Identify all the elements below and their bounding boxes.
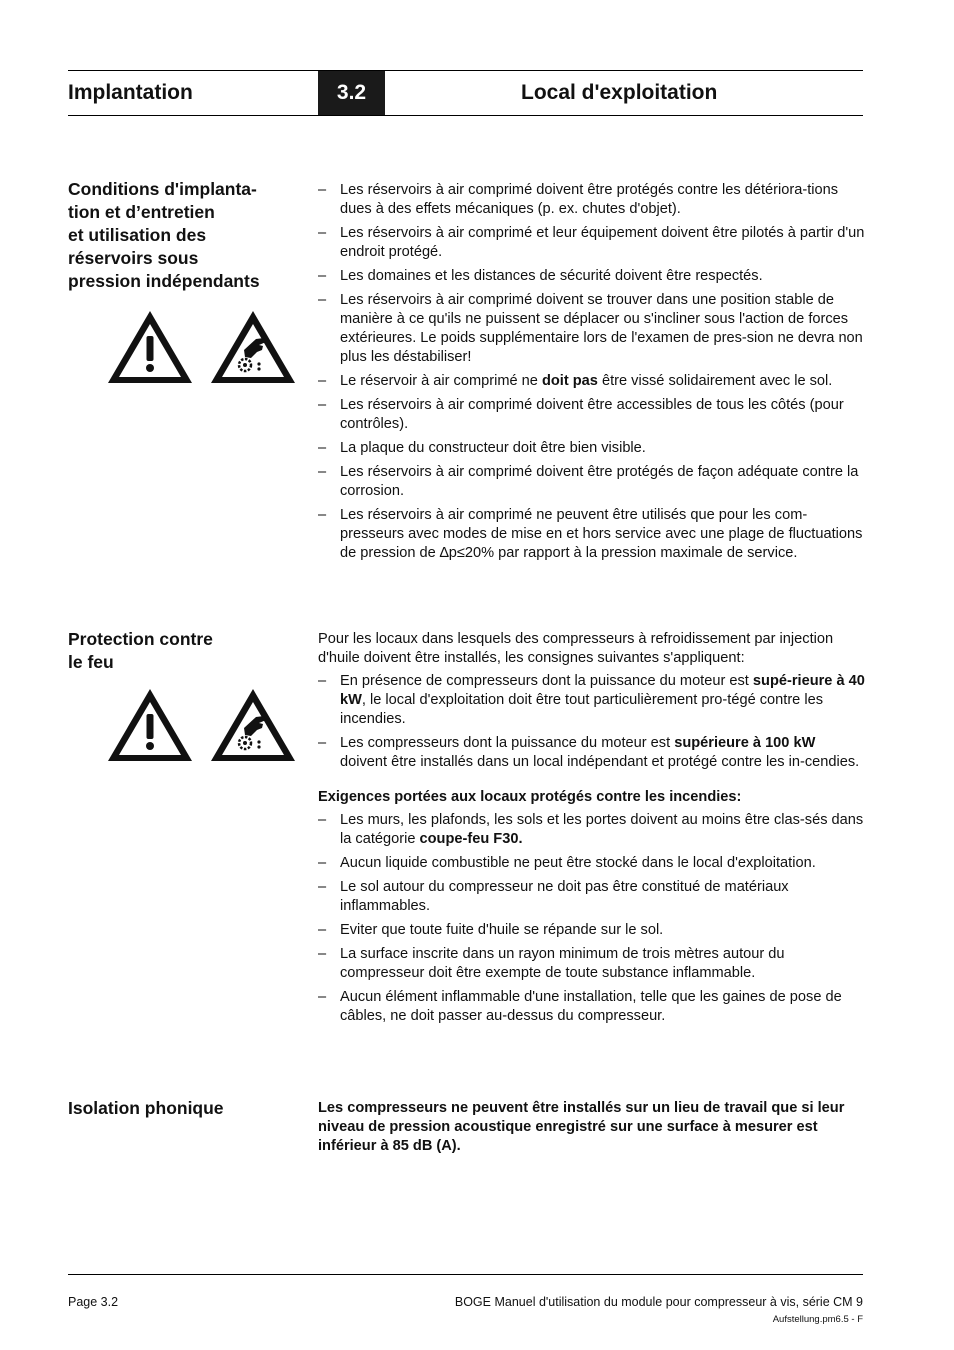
list-item-text: Les réservoirs à air comprimé et leur équipement doivent être pilotés à partir d'un endroit protégé. [340, 225, 865, 260]
fire-protection-intro: Pour les locaux dans lesquels des compresseurs à refroidissement par injection d'huile doivent être installés, les consignes suivantes s'appliquent: [318, 631, 834, 666]
list-item [318, 988, 866, 1026]
hand-crush-gears-warning-icon [208, 686, 298, 764]
fire-requirements-subheading: Exigences portées aux locaux protégés contre les incendies: [318, 789, 742, 805]
list-item-text: La surface inscrite dans un rayon minimum de trois mètres autour du compresseur doit être exempte de toute substance inflammable. [340, 946, 785, 981]
list-item [318, 463, 866, 501]
list-item-text: Le réservoir à air comprimé ne [340, 373, 542, 389]
section-heading-pressure-vessels: Conditions d'implanta- tion et d’entretien et utilisation des réservoirs sous pression indépendants [68, 179, 260, 291]
list-item [318, 811, 866, 849]
sound-insulation-text: Les compresseurs ne peuvent être installés sur un lieu de travail que si leur niveau de pression acoustique enregistré sur une surface à mesurer est inférieur à 85 dB (A). [318, 1100, 845, 1154]
warning-exclamation-icon [105, 686, 195, 764]
section-heading-fire-protection: Protection contre le feu [68, 629, 213, 672]
fire-protection-power-list [318, 672, 866, 772]
list-item [318, 267, 866, 286]
list-item-text: Les domaines et les distances de sécurité doivent être respectés. [340, 268, 763, 284]
list-item-text: Les réservoirs à air comprimé doivent être protégés contre les détériora-tions dues à des effets mécaniques (p. ex. chutes d'objet). [340, 182, 839, 217]
section1-warning-icons [105, 308, 298, 386]
list-item-text: Les réservoirs à air comprimé ne peuvent être utilisés que pour les com-presseurs avec modes de mise en et hors service avec une plage de fluctuations de pression de ∆p≤20% par rapport à la pression maximale de service. [340, 507, 863, 561]
list-item-text: Les réservoirs à air comprimé doivent être accessibles de tous les côtés (pour contrôles). [340, 397, 844, 432]
fire-requirements-list [318, 811, 866, 1026]
list-item [318, 181, 866, 219]
list-item [318, 921, 866, 940]
warning-exclamation-icon [105, 308, 195, 386]
list-item [318, 878, 866, 916]
list-item-text: , le local d'exploitation doit être tout particulièrement pro-tégé contre les incendies. [340, 692, 824, 727]
list-item [318, 854, 866, 873]
emphasis-text: doit pas [541, 373, 598, 389]
list-item-text: Les murs, les plafonds, les sols et les portes doivent au moins être clas-sés dans la catégorie [340, 812, 864, 847]
emphasis-text: supérieure à 100 kW [674, 735, 816, 751]
list-item [318, 224, 866, 262]
page-number: Page 3.2 [68, 1295, 119, 1309]
chapter-number-badge: 3.2 [318, 71, 385, 115]
list-item [318, 945, 866, 983]
list-item-text: Les réservoirs à air comprimé doivent être protégés de façon adéquate contre la corrosion. [340, 464, 859, 499]
emphasis-text: coupe-feu F30. [419, 831, 523, 847]
section1-content [318, 181, 866, 568]
section2-content [318, 630, 866, 1031]
chapter-title: Local d'exploitation [521, 81, 718, 104]
pressure-vessel-rules-list [318, 181, 866, 563]
footer-rule [68, 1274, 863, 1275]
list-item [318, 372, 866, 391]
section3-content [318, 1099, 866, 1156]
list-item-text: Aucun élément inflammable d'une installation, telle que les gaines de pose de câbles, ne doit passer au-dessus du compresseur. [340, 989, 842, 1024]
list-item-text: Le sol autour du compresseur ne doit pas être constitué de matériaux inflammables. [340, 879, 789, 914]
list-item-text: La plaque du constructeur doit être bien visible. [340, 440, 646, 456]
emphasis-text: supé-rieure à 40 kW [340, 673, 865, 708]
list-item-text: être vissé solidairement avec le sol. [597, 373, 833, 389]
section-heading-sound-insulation: Isolation phonique [68, 1098, 224, 1118]
list-item-text: En présence de compresseurs dont la puissance du moteur est [340, 673, 753, 689]
section2-warning-icons [105, 686, 298, 764]
list-item [318, 734, 866, 772]
list-item-text: doivent être installés dans un local indépendant et protégé contre les in-cendies. [340, 754, 860, 770]
list-item [318, 291, 866, 367]
list-item-text: Les réservoirs à air comprimé doivent se trouver dans une position stable de manière à ce qu'ils ne puissent se déplacer ou s'incliner sous l'action de forces extérieures. Le poids supplémentaire lors de l'examen de pres-sion ne devra non plus les déstabiliser! [340, 292, 863, 365]
header-bottom-rule [68, 115, 863, 116]
section-title: Implantation [68, 81, 193, 104]
list-item [318, 672, 866, 729]
file-reference: Aufstellung.pm6.5 - F [772, 1314, 863, 1325]
list-item-text: Eviter que toute fuite d'huile se répande sur le sol. [340, 922, 664, 938]
manual-title: BOGE Manuel d'utilisation du module pour compresseur à vis, série CM 9 [454, 1295, 863, 1309]
list-item-text: Les compresseurs dont la puissance du moteur est [340, 735, 675, 751]
list-item [318, 439, 866, 458]
list-item [318, 506, 866, 563]
list-item-text: Aucun liquide combustible ne peut être stocké dans le local d'exploitation. [340, 855, 816, 871]
header-top-rule [68, 70, 863, 71]
hand-crush-gears-warning-icon [208, 308, 298, 386]
list-item [318, 396, 866, 434]
